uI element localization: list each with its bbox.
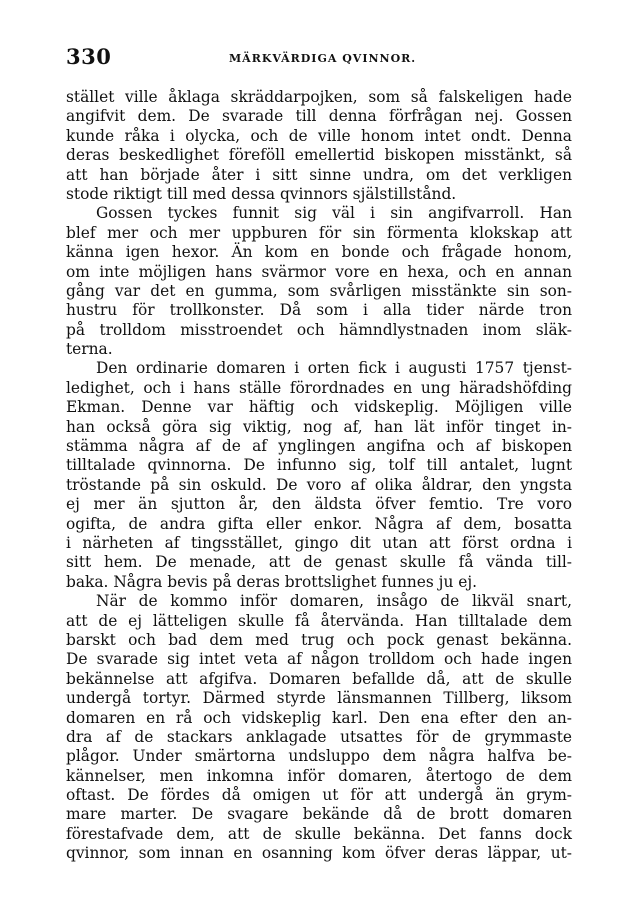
text-line: kännelser, men inkomna inför domaren, återtogo de dem: [66, 766, 572, 785]
text-line: oftast. De fördes då omigen ut för att undergå än grym-: [66, 786, 572, 805]
text-line: stämma några af de af ynglingen angifna och af biskopen: [66, 437, 572, 456]
text-line: blef mer och mer uppburen för sin förmenta klokskap att: [66, 223, 572, 242]
text-line: att han började åter i sitt sinne undra, om det verkligen: [66, 165, 572, 184]
text-line: Den ordinarie domaren i orten fick i augusti 1757 tjenst-: [96, 359, 572, 378]
book-page: [66, 44, 572, 864]
text-line: undergå tortyr. Därmed styrde länsmannen Tillberg, liksom: [66, 689, 572, 708]
running-title: MÄRKVÄRDIGA QVINNOR.: [229, 52, 417, 65]
text-line: plågor. Under smärtorna undsluppo dem några halfva be-: [66, 747, 572, 766]
text-line: ledighet, och i hans ställe förordnades en ung häradshöfding: [66, 378, 572, 397]
text-line: tröstande på sin oskuld. De voro af olika åldrar, den yngsta: [66, 475, 572, 494]
text-line: hustru för trollkonster. Då som i alla tider närde tron: [66, 301, 572, 320]
text-line: sitt hem. De menade, att de genast skulle få vända till-: [66, 553, 572, 572]
text-line: När de kommo inför domaren, insågo de likväl snart,: [96, 592, 572, 611]
text-line: på trolldom misstroendet och hämndlystnaden inom släk-: [66, 320, 572, 339]
text-line: känna igen hexor. Än kom en bonde och frågade honom,: [66, 243, 572, 262]
text-line: ogifta, de andra gifta eller enkor. Några af dem, bosatta: [66, 514, 572, 533]
page-number: 330: [66, 44, 112, 69]
text-line: bekännelse att afgifva. Domaren befallde då, att de skulle: [66, 669, 572, 688]
text-line: qvinnor, som innan en osanning kom öfver deras läppar, ut-: [66, 844, 572, 863]
text-line: Gossen tyckes funnit sig väl i sin angifvarroll. Han: [96, 204, 572, 223]
text-line: baka. Några bevis på deras brottslighet funnes ju ej.: [66, 572, 478, 591]
text-line: stode riktigt till med dessa qvinnors själstillstånd.: [66, 184, 457, 203]
text-line: terna.: [66, 340, 113, 359]
text-line: gång var det en gumma, som svårligen misstänkte sin son-: [66, 281, 572, 300]
text-line: dra af de stackars anklagade utsattes för de grymmaste: [66, 727, 572, 746]
text-line: stället ville åklaga skräddarpojken, som så falskeligen hade: [66, 88, 572, 106]
text-line: att de ej lätteligen skulle få återvända. Han tilltalade dem: [66, 611, 572, 630]
text-line: De svarade sig intet veta af någon trolldom och hade ingen: [66, 650, 572, 669]
page-header: [66, 44, 572, 78]
text-line: barskt och bad dem med trug och pock genast bekänna.: [66, 630, 572, 649]
text-line: kunde råka i olycka, och de ville honom intet ondt. Denna: [66, 126, 572, 145]
text-line: mare marter. De svagare bekände då de brott domaren: [66, 805, 572, 824]
text-line: domaren en rå och vidskeplig karl. Den ena efter den an-: [66, 708, 572, 727]
text-line: om inte möjligen hans svärmor vore en hexa, och en annan: [66, 262, 572, 281]
text-line: angifvit dem. De svarade till denna förfrågan nej. Gossen: [66, 107, 572, 126]
text-line: ej mer än sjutton år, den äldsta öfver femtio. Tre voro: [66, 495, 572, 514]
body-text: [66, 88, 572, 864]
text-line: han också göra sig viktig, nog af, han lät inför tinget in-: [66, 417, 572, 436]
text-line: deras beskedlighet föreföll emellertid biskopen misstänkt, så: [66, 146, 572, 165]
text-line: i närheten af tingsstället, gingo dit utan att först ordna i: [66, 533, 572, 552]
text-line: tilltalade qvinnorna. De infunno sig, tolf till antalet, lugnt: [66, 456, 572, 475]
text-line: förestafvade dem, att de skulle bekänna. Det fanns dock: [66, 824, 572, 843]
text-line: Ekman. Denne var häftig och vidskeplig. Möjligen ville: [66, 398, 572, 417]
